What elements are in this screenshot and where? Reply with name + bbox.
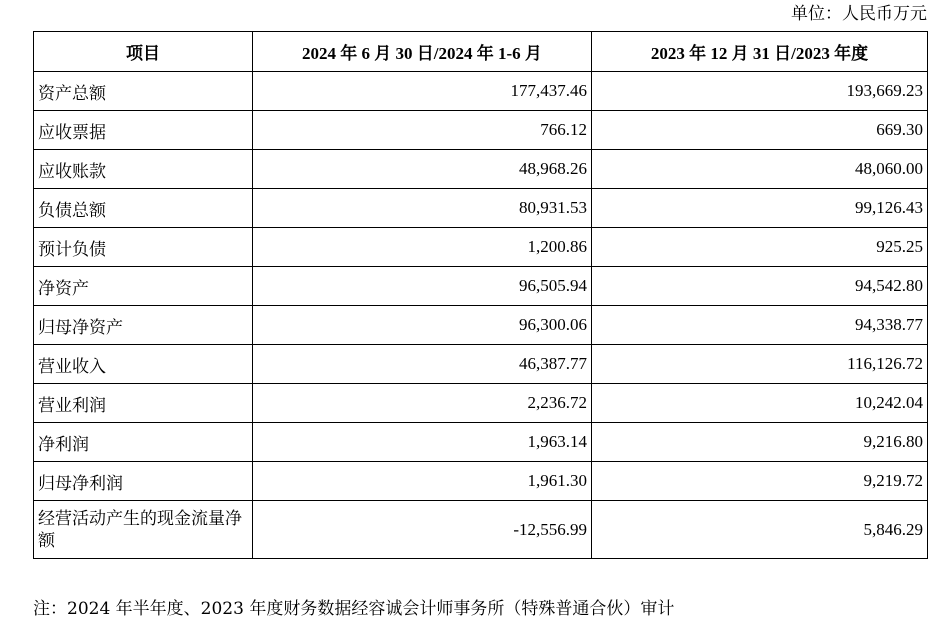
table-row — [34, 501, 928, 559]
row-label: 预计负债 — [34, 228, 253, 267]
table-row — [34, 423, 928, 462]
financial-data-table — [33, 31, 928, 559]
row-label: 归母净资产 — [34, 306, 253, 345]
audit-footnote: 注：2024 年半年度、2023 年度财务数据经容诚会计师事务所（特殊普通合伙）审计 — [33, 599, 675, 619]
row-value-fy2023: 193,669.23 — [592, 72, 928, 111]
row-value-fy2023: 5,846.29 — [592, 501, 928, 559]
row-value-fy2023: 99,126.43 — [592, 189, 928, 228]
table-row — [34, 189, 928, 228]
row-value-h1-2024: 46,387.77 — [253, 345, 592, 384]
table-row — [34, 228, 928, 267]
table-row — [34, 384, 928, 423]
row-value-h1-2024: 1,961.30 — [253, 462, 592, 501]
table-row — [34, 462, 928, 501]
row-value-fy2023: 94,338.77 — [592, 306, 928, 345]
row-value-h1-2024: 2,236.72 — [253, 384, 592, 423]
column-header-h1-2024: 2024 年 6 月 30 日/2024 年 1-6 月 — [253, 32, 592, 72]
row-value-h1-2024: 177,437.46 — [253, 72, 592, 111]
table-row — [34, 150, 928, 189]
row-value-h1-2024: 48,968.26 — [253, 150, 592, 189]
row-value-fy2023: 94,542.80 — [592, 267, 928, 306]
column-header-item: 项目 — [34, 32, 253, 72]
row-value-h1-2024: 1,963.14 — [253, 423, 592, 462]
row-label: 营业收入 — [34, 345, 253, 384]
table-header-row — [34, 32, 928, 72]
row-label: 净利润 — [34, 423, 253, 462]
row-value-h1-2024: 1,200.86 — [253, 228, 592, 267]
row-label: 归母净利润 — [34, 462, 253, 501]
row-value-fy2023: 48,060.00 — [592, 150, 928, 189]
row-label: 净资产 — [34, 267, 253, 306]
row-value-fy2023: 925.25 — [592, 228, 928, 267]
row-value-fy2023: 10,242.04 — [592, 384, 928, 423]
row-value-h1-2024: -12,556.99 — [253, 501, 592, 559]
row-value-h1-2024: 766.12 — [253, 111, 592, 150]
table-row — [34, 345, 928, 384]
row-label: 营业利润 — [34, 384, 253, 423]
row-value-fy2023: 9,216.80 — [592, 423, 928, 462]
row-label: 经营活动产生的现金流量净额 — [34, 501, 253, 559]
row-value-h1-2024: 96,300.06 — [253, 306, 592, 345]
table-row — [34, 267, 928, 306]
table-row — [34, 72, 928, 111]
column-header-fy2023: 2023 年 12 月 31 日/2023 年度 — [592, 32, 928, 72]
row-label: 负债总额 — [34, 189, 253, 228]
row-label: 资产总额 — [34, 72, 253, 111]
row-value-h1-2024: 96,505.94 — [253, 267, 592, 306]
table-row — [34, 306, 928, 345]
unit-label: 单位：人民币万元 — [791, 4, 927, 24]
row-value-fy2023: 669.30 — [592, 111, 928, 150]
row-value-fy2023: 116,126.72 — [592, 345, 928, 384]
row-label: 应收账款 — [34, 150, 253, 189]
row-value-fy2023: 9,219.72 — [592, 462, 928, 501]
row-value-h1-2024: 80,931.53 — [253, 189, 592, 228]
table-row — [34, 111, 928, 150]
row-label: 应收票据 — [34, 111, 253, 150]
